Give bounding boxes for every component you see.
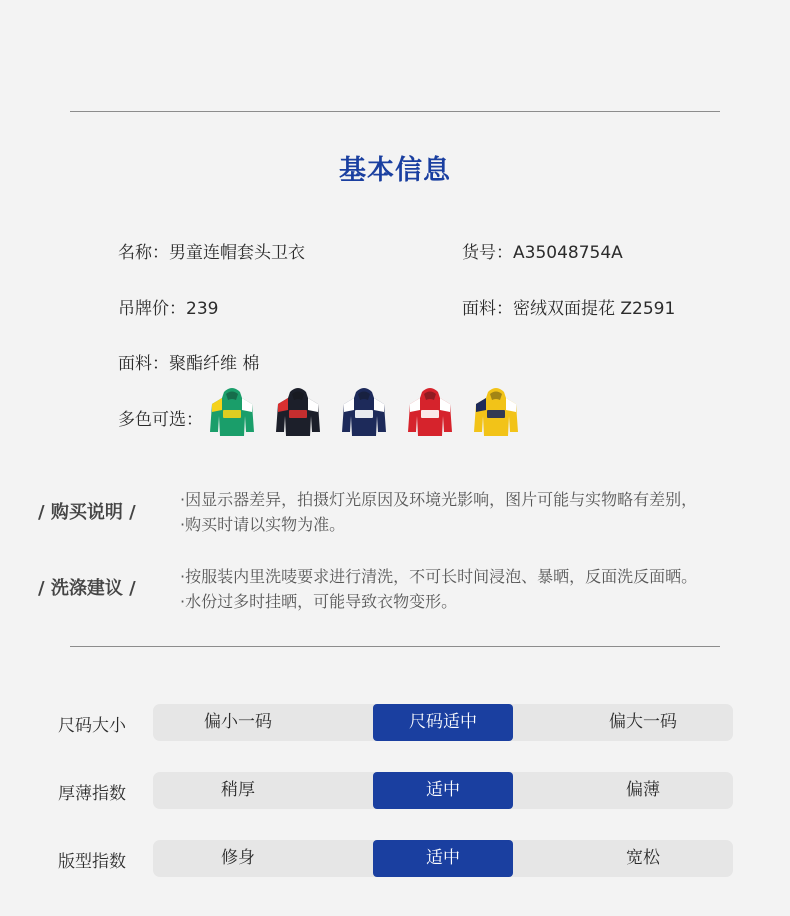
scale-option[interactable]: 修身	[221, 848, 255, 868]
product-name: 名称：男童连帽套头卫衣	[118, 243, 305, 263]
washing-label: / 洗涤建议 /	[38, 578, 136, 599]
scale-label: 版型指数	[58, 852, 126, 872]
purchase-note-1: ·因显示器差异，拍摄灯光原因及环境光影响，图片可能与实物略有差别，	[180, 490, 698, 509]
scale-option[interactable]: 宽松	[626, 848, 660, 868]
hoodie-red-icon[interactable]	[406, 386, 454, 438]
purchase-note-2: ·购买时请以实物为准。	[180, 515, 346, 534]
scale-bar	[153, 840, 733, 877]
scale-option[interactable]: 尺码适中	[373, 704, 513, 741]
item-number: 货号：A35048754A	[462, 243, 623, 263]
washing-note-2: ·水份过多时挂晒，可能导致衣物变形。	[180, 592, 458, 611]
fabric-composition: 面料：聚酯纤维 棉	[118, 354, 260, 374]
scale-option[interactable]: 偏小一码	[204, 712, 272, 732]
scale-option[interactable]: 稍厚	[221, 780, 255, 800]
tag-price: 吊牌价：239	[118, 299, 219, 319]
scale-option[interactable]: 适中	[373, 772, 513, 809]
scale-bar	[153, 704, 733, 741]
scale-label: 厚薄指数	[58, 784, 126, 804]
hoodie-navy-icon[interactable]	[340, 386, 388, 438]
scale-option[interactable]: 偏薄	[626, 780, 660, 800]
color-swatches	[208, 386, 520, 438]
fabric-pattern: 面料：密绒双面提花 Z2591	[462, 299, 676, 319]
washing-note-1: ·按服装内里洗唛要求进行清洗，不可长时间浸泡、暴晒，反面洗反面晒。	[180, 567, 698, 586]
colors-label: 多色可选：	[118, 410, 203, 430]
hoodie-black-icon[interactable]	[274, 386, 322, 438]
bottom-divider	[70, 646, 720, 647]
scale-bar	[153, 772, 733, 809]
hoodie-yellow-icon[interactable]	[472, 386, 520, 438]
top-divider	[70, 111, 720, 112]
scale-option[interactable]: 适中	[373, 840, 513, 877]
scale-option[interactable]: 偏大一码	[609, 712, 677, 732]
section-title: 基本信息	[339, 155, 451, 186]
hoodie-green-icon[interactable]	[208, 386, 256, 438]
purchase-label: / 购买说明 /	[38, 502, 136, 523]
scale-label: 尺码大小	[58, 716, 126, 736]
